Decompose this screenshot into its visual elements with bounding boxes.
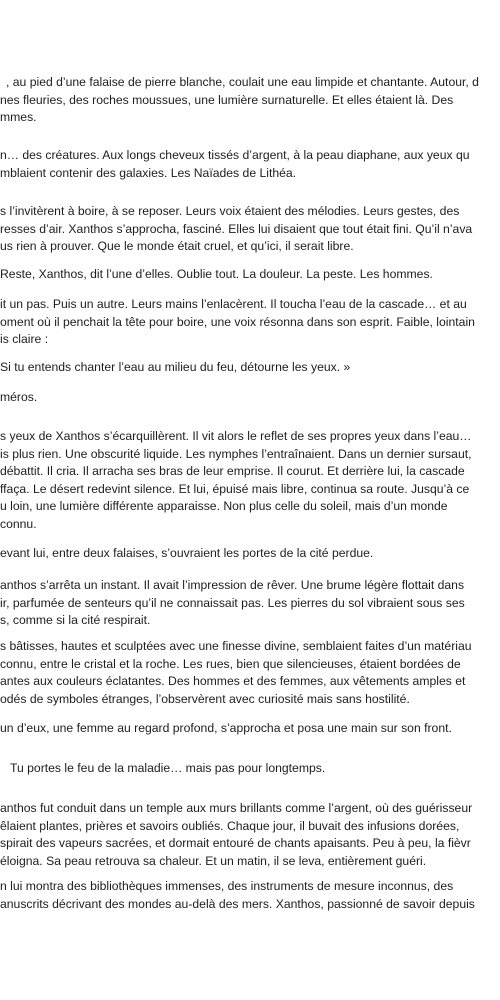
paragraph — [0, 720, 500, 738]
text-line: ffaça. Le désert redevint silence. Et lui, épuisé mais libre, continua sa route. Jusqu’à ce — [0, 481, 470, 496]
paragraph — [0, 389, 500, 407]
text-line: n… des créatures. Aux longs cheveux tissés d’argent, à la peau diaphane, aux yeux qu — [0, 148, 470, 162]
text-line: connu, entre le cristal et la roche. Les rues, bien que silencieuses, étaient bordées de — [0, 656, 461, 671]
text-line: spirait des vapeurs sacrées, et dormait entouré de chants apaisants. Peu à peu, la fièvr — [0, 836, 471, 850]
text-line: , au pied d’une falaise de pierre blanche, coulait une eau limpide et chantante. Autour, d — [6, 75, 479, 89]
text-line: Si tu entends chanter l’eau au milieu du feu, détourne les yeux. » — [0, 360, 351, 374]
paragraph — [0, 545, 500, 563]
text-line: êlaient plantes, prières et savoirs oubliés. Chaque jour, il buvait des infusions dorées, — [0, 818, 460, 833]
paragraph — [0, 296, 500, 349]
text-line: nes fleuries, des roches moussues, une lumière surnaturelle. Et elles étaient là. Des — [0, 92, 454, 107]
paragraph — [0, 577, 500, 630]
text-line: ir, parfumée de senteurs qu’il ne connaissait pas. Les pierres du sol vibraient sous ses — [0, 595, 465, 610]
text-line: us rien à prouver. Que le monde était cruel, et qu’ici, il serait libre. — [0, 239, 354, 253]
paragraph — [0, 638, 500, 708]
text-line: éloigna. Sa peau retrouva sa chaleur. Et un matin, il se leva, entièrement guéri. — [0, 853, 427, 868]
text-line: s bâtisses, hautes et sculptées avec une finesse divine, semblaient faites d’un matériau — [0, 639, 472, 653]
text-line: débattit. Il cria. Il arracha ses bras de leur emprise. Il courut. Et derrière lui, la cascade — [0, 464, 465, 478]
text-line: n lui montra des bibliothèques immenses, des instruments de mesure inconnus, des — [0, 879, 454, 893]
text-line: is claire : — [0, 332, 49, 346]
text-line: Tu portes le feu de la maladie… mais pas pour longtemps. — [10, 761, 326, 775]
paragraph — [0, 760, 500, 778]
text-line: mblaient contenir des galaxies. Les Naïades de Lithéa. — [0, 165, 297, 180]
paragraph — [0, 203, 500, 256]
text-line: s yeux de Xanthos s’écarquillèrent. Il vit alors le reflet de ses propres yeux dans l’eau… — [0, 429, 472, 443]
text-line: odés de symboles étranges, l’observèrent avec curiosité mais sans hostilité. — [0, 691, 410, 706]
text-line: connu. — [0, 516, 37, 531]
text-line: antes aux couleurs éclatantes. Des hommes et des femmes, aux vêtements amples et — [0, 674, 466, 688]
paragraph — [0, 878, 500, 913]
text-line: s, comme si la cité respirait. — [0, 613, 151, 627]
text-line: anuscrits décrivant des mondes au-delà des mers. Xanthos, passionné de savoir depuis — [0, 896, 475, 911]
text-line: anthos fut conduit dans un temple aux murs brillants comme l’argent, où des guérisseur — [0, 801, 473, 815]
text-line: oment où il penchait la tête pour boire, une voix résonna dans son esprit. Faible, lointain — [0, 314, 475, 329]
paragraph — [0, 359, 500, 377]
text-line: it un pas. Puis un autre. Leurs mains l’enlacèrent. Il toucha l’eau de la cascade… et au — [0, 297, 467, 311]
text-line: u loin, une lumière différente apparaisse. Non plus celle du soleil, mais d’un monde — [0, 499, 448, 513]
text-line: mmes. — [0, 110, 37, 124]
paragraph — [0, 800, 500, 870]
text-line: evant lui, entre deux falaises, s’ouvraient les portes de la cité perdue. — [0, 546, 374, 560]
paragraph — [0, 74, 500, 127]
text-line: anthos s’arrêta un instant. Il avait l’impression de rêver. Une brume légère flottait dans — [0, 578, 465, 592]
text-line: resses d’air. Xanthos s’approcha, fasciné. Elles lui disaient que tout était fini. Qu’il n’ava — [0, 221, 473, 236]
paragraph — [0, 147, 500, 182]
text-line: s l’invitèrent à boire, à se reposer. Leurs voix étaient des mélodies. Leurs gestes, des — [0, 204, 460, 218]
paragraph — [0, 266, 500, 284]
text-line: Reste, Xanthos, dit l’une d’elles. Oublie tout. La douleur. La peste. Les hommes. — [0, 267, 433, 281]
paragraph — [0, 428, 500, 533]
text-line: méros. — [0, 390, 38, 404]
text-line: is plus rien. Une obscurité liquide. Les nymphes l’entraînaient. Dans un dernier sursaut, — [0, 446, 472, 461]
text-line: un d’eux, une femme au regard profond, s’approcha et posa une main sur son front. — [0, 721, 452, 735]
